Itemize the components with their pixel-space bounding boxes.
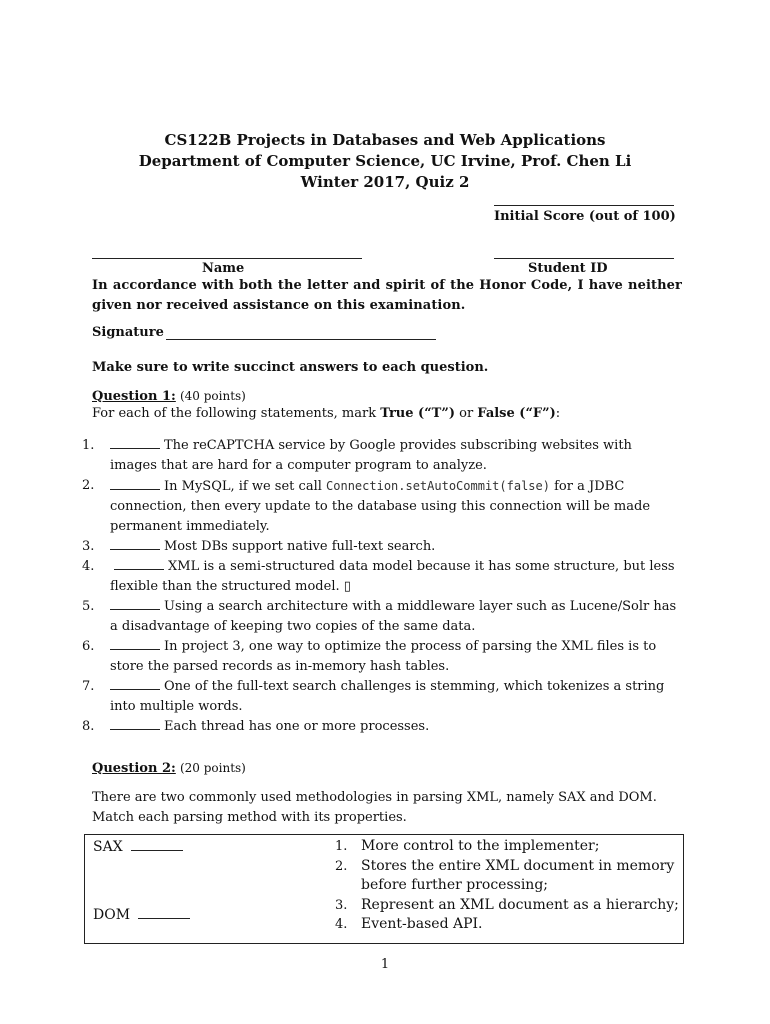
name-label: Name [202, 261, 245, 276]
item-text: Each thread has one or more processes. [164, 719, 430, 734]
item-text: Using a search architecture with a middleware layer such as Lucene/Solr has a disadvantage of keeping two copies of the same data. [110, 599, 677, 634]
option-text: More control to the implementer; [361, 838, 600, 854]
item-text: The reCAPTCHA service by Google provides subscribing websites with images that are hard for a computer program to analyze. [110, 438, 632, 473]
prompt-colon: : [555, 406, 561, 421]
question-2-points: (20 points) [179, 761, 246, 775]
question-1-title: Question 1: [92, 389, 176, 404]
list-item [82, 637, 682, 677]
honor-code-statement: In accordance with both the letter and spirit of the Honor Code, I have neither given nor received assistance on this examination. [92, 278, 682, 313]
answer-blank[interactable] [110, 637, 160, 650]
sax-label: SAX [93, 839, 123, 855]
list-item [335, 896, 680, 916]
list-item [82, 717, 682, 737]
item-number: 6. [82, 639, 95, 654]
list-item [82, 597, 682, 637]
list-item [82, 677, 682, 717]
option-text: Stores the entire XML document in memory before further processing; [361, 857, 675, 893]
option-text: Event-based API. [361, 916, 483, 932]
page-number: 1 [380, 957, 390, 972]
item-text: One of the full-text search challenges is stemming, which tokenizes a string into multiple words. [110, 679, 665, 714]
prompt-or: or [454, 406, 478, 421]
item-number: 4. [82, 559, 95, 574]
item-number: 3. [82, 539, 95, 554]
code-snippet: Connection.setAutoCommit(false) [326, 479, 550, 493]
item-number: 1. [82, 438, 95, 453]
question-2-heading [92, 758, 246, 779]
option-number: 1. [335, 839, 348, 854]
option-number: 4. [335, 917, 348, 932]
student-id-label: Student ID [528, 261, 608, 276]
item-number: 7. [82, 679, 95, 694]
item-text: for a JDBC connection, then every update to the database using this connection will be made permanent immediately. [110, 479, 651, 534]
item-number: 8. [82, 719, 95, 734]
item-number: 2. [82, 478, 95, 493]
term-quiz-line: Winter 2017, Quiz 2 [300, 173, 470, 191]
answer-blank[interactable] [114, 557, 164, 570]
list-item [335, 837, 680, 857]
initial-score-label: Initial Score (out of 100) [494, 209, 676, 224]
item-text: In MySQL, if we set call [164, 479, 327, 494]
option-text: Represent an XML document as a hierarchy; [361, 896, 679, 913]
question-2-title: Question 2: [92, 761, 176, 776]
signature-label: Signature [92, 325, 164, 340]
question-1-prompt [92, 404, 560, 424]
option-number: 2. [335, 858, 348, 874]
course-title: CS122B Projects in Databases and Web Applications [164, 131, 606, 149]
list-item [335, 857, 680, 896]
item-text: XML is a semi-structured data model because it has some structure, but less flexible than the structured model. ▯ [110, 559, 675, 594]
list-item [335, 915, 680, 935]
answer-blank[interactable] [110, 537, 160, 550]
answer-blank[interactable] [110, 677, 160, 690]
department-line: Department of Computer Science, UC Irvine, Prof. Chen Li [138, 152, 632, 170]
answer-blank[interactable] [110, 436, 160, 449]
option-number: 3. [335, 897, 348, 913]
answer-blank[interactable] [110, 477, 160, 490]
score-line [494, 205, 674, 206]
sax-row [93, 837, 183, 857]
list-item [82, 557, 682, 597]
question-2-prompt: There are two commonly used methodologies in parsing XML, namely SAX and DOM. Match each parsing method with its properties. [92, 790, 657, 825]
sax-answer-blank[interactable] [131, 838, 183, 851]
matching-options [335, 837, 680, 935]
dom-answer-blank[interactable] [138, 906, 190, 919]
item-text: Most DBs support native full-text search. [164, 539, 436, 554]
signature-line [166, 339, 436, 340]
prompt-true: True (“T”) [380, 406, 455, 421]
item-text: In project 3, one way to optimize the process of parsing the XML files is to store the parsed records as in-memory hash tables. [110, 639, 657, 674]
question-1-items [82, 436, 682, 737]
item-number: 5. [82, 599, 95, 614]
list-item [82, 476, 682, 537]
prompt-text: For each of the following statements, mark [92, 406, 381, 421]
dom-row [93, 905, 190, 925]
matching-table [84, 834, 684, 944]
list-item [82, 436, 682, 476]
answer-blank[interactable] [110, 717, 160, 730]
dom-label: DOM [93, 907, 131, 923]
answer-blank[interactable] [110, 597, 160, 610]
prompt-false: False (“F”) [477, 406, 556, 421]
question-1-points: (40 points) [179, 389, 246, 403]
list-item [82, 537, 682, 557]
instructions: Make sure to write succinct answers to each question. [92, 360, 489, 375]
